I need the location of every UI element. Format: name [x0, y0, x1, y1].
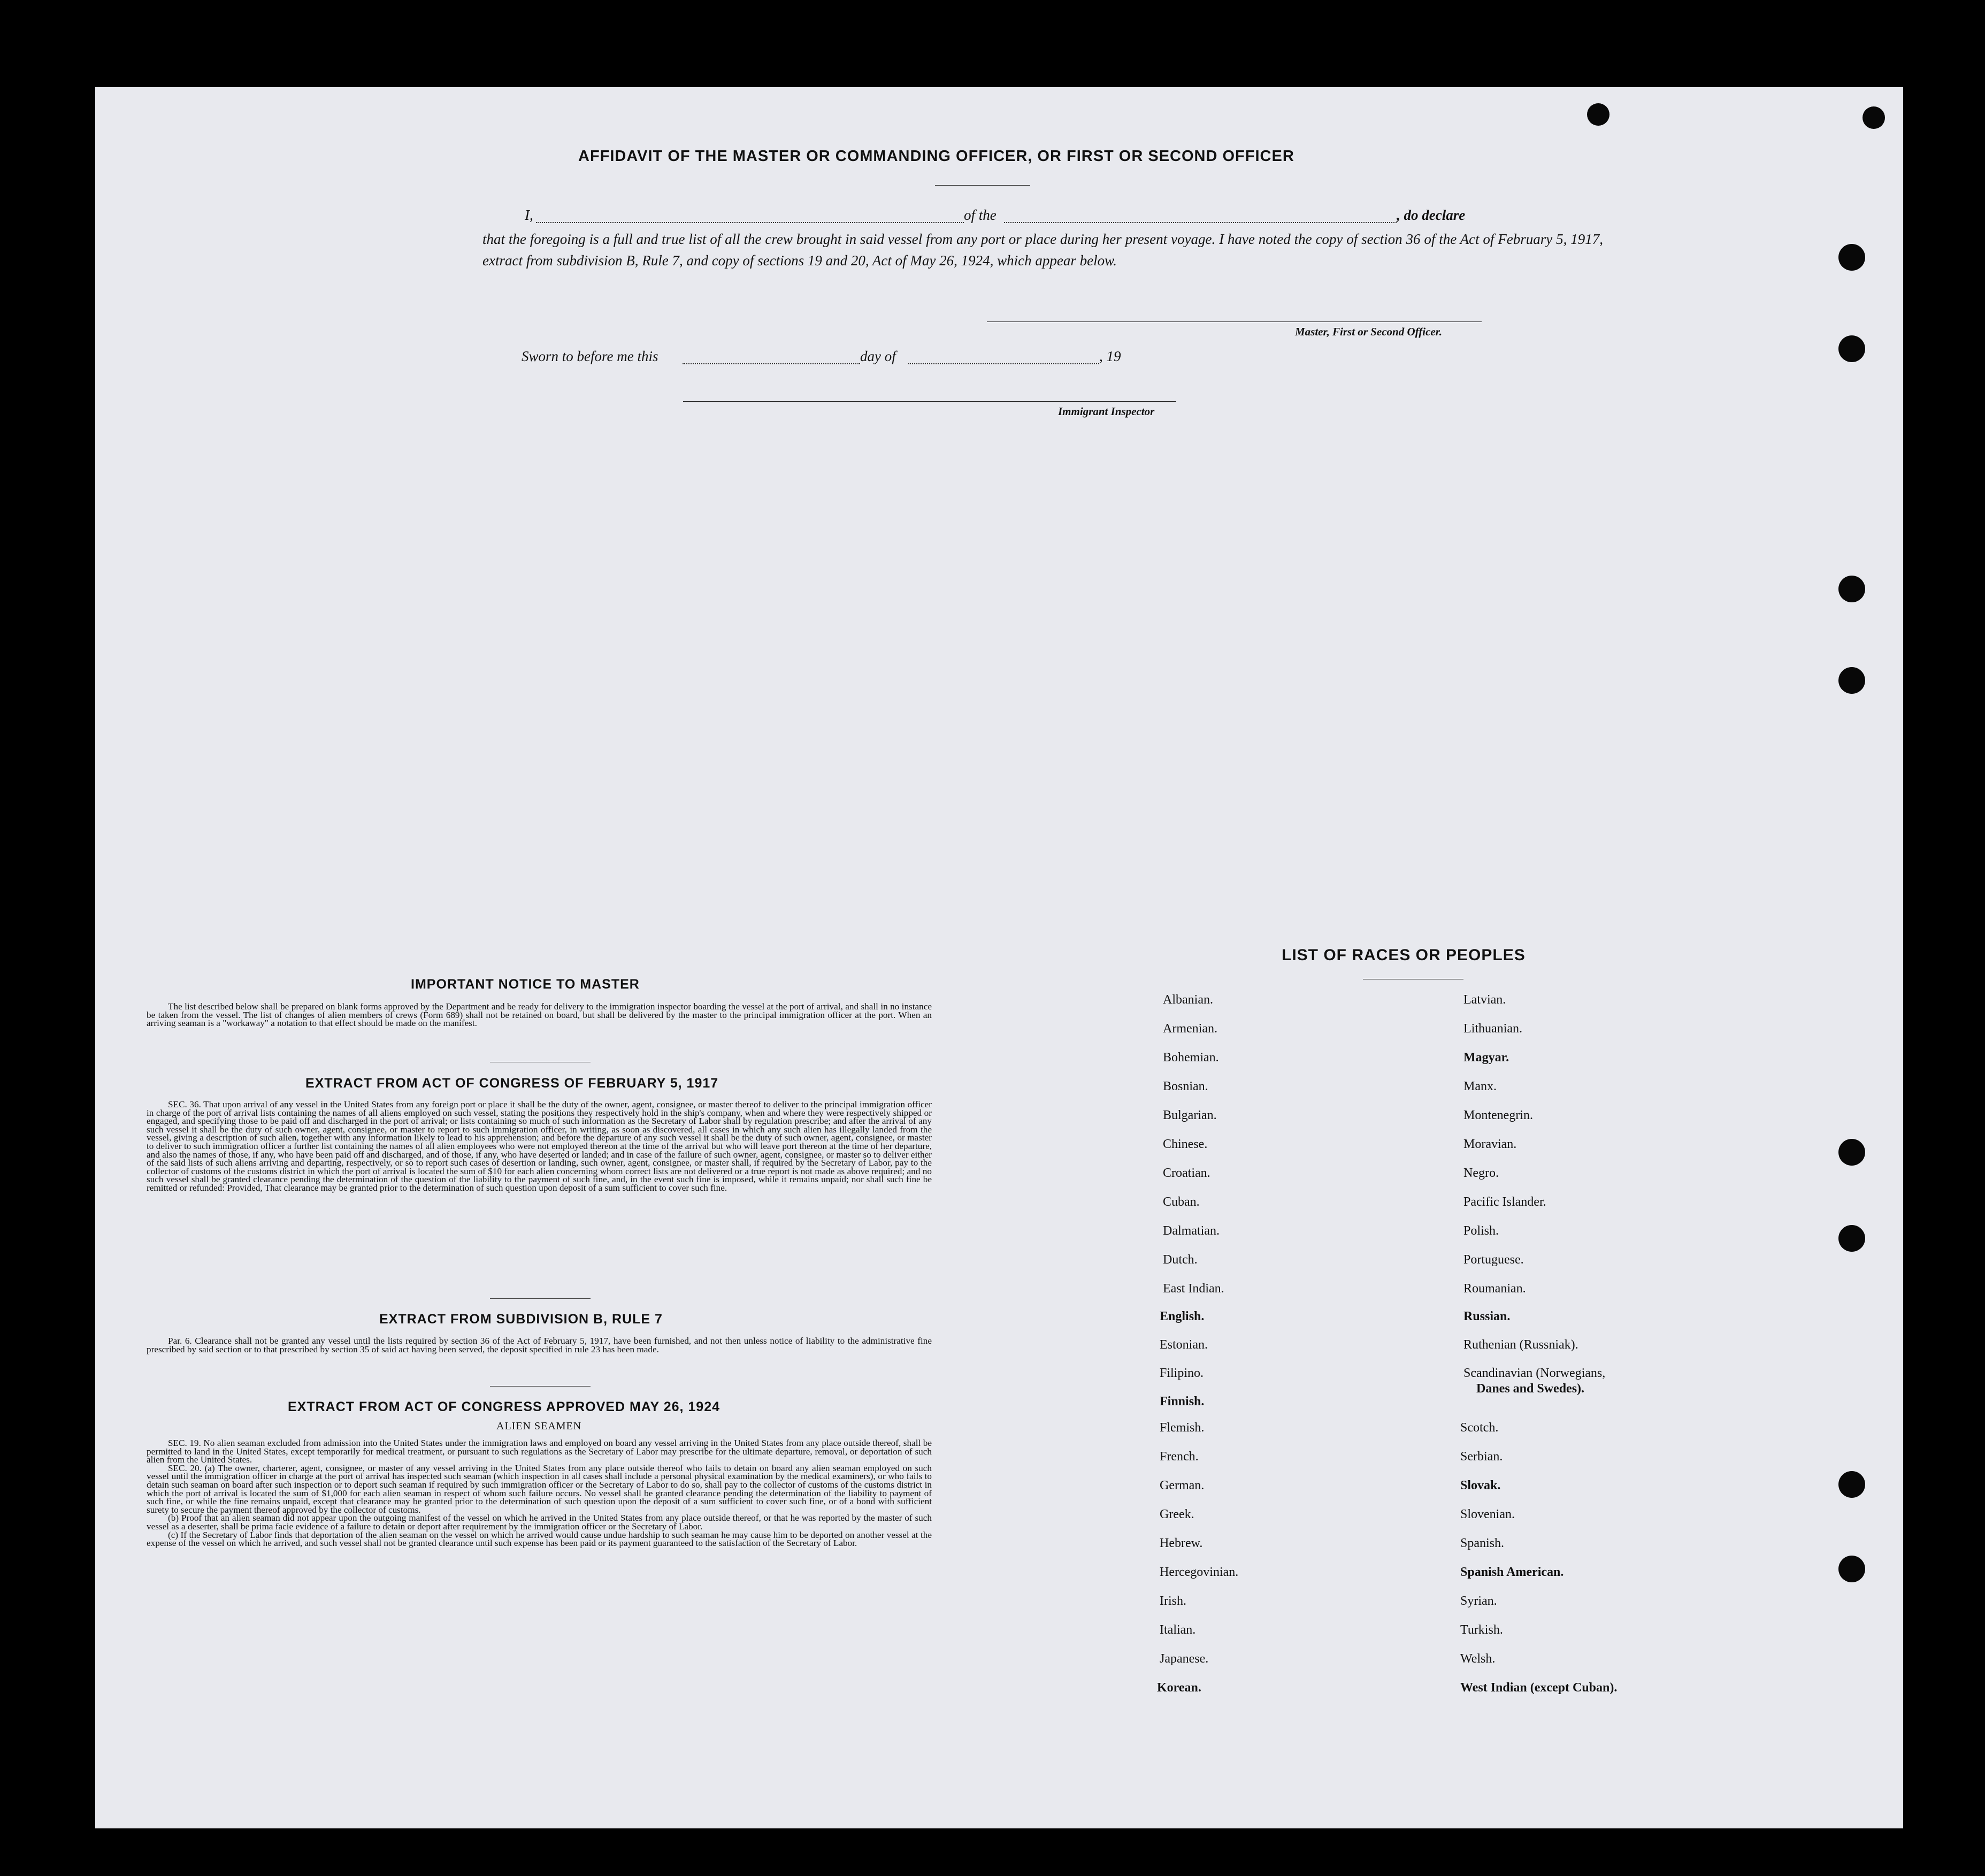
extract-1917-text: [147, 1100, 932, 1192]
punch-hole: [1838, 1139, 1865, 1166]
race-item: Dalmatian.: [1163, 1224, 1220, 1238]
race-item: Serbian.: [1460, 1450, 1503, 1464]
race-item: Russian.: [1463, 1310, 1511, 1323]
race-item: Hebrew.: [1160, 1536, 1203, 1550]
sworn-day-line[interactable]: [683, 363, 860, 364]
inspector-label: Immigrant Inspector: [1058, 405, 1155, 418]
sec20b-paragraph: (b) Proof that an alien seaman did not appear upon the outgoing manifest of the vessel on which he arrived in the United States from any place outside thereof, or that he was reported by the master of such vessel as a deserter, shall be prima facie evidence of a failure to detain or deport after requirement by the immigration officer or the Secretary of Labor.: [147, 1513, 932, 1532]
race-item: Welsh.: [1460, 1652, 1496, 1666]
race-item: Scotch.: [1460, 1421, 1499, 1435]
race-item: Turkish.: [1460, 1623, 1503, 1637]
inspector-signature-line[interactable]: [683, 401, 1176, 402]
sec19-paragraph: SEC. 19. No alien seaman excluded from admission into the United States under the immigration laws and employed on board any vessel arriving in the United States from any place outside thereof, shall be permitted to land in the United States, except temporarily for medical treatment, or pursuant to such regulations as the Secretary of Labor may prescribe for the ultimate departure, removal, or deportation of such alien from the United States.: [147, 1438, 932, 1465]
vessel-name-line[interactable]: [1004, 222, 1397, 223]
punch-hole: [1838, 667, 1865, 694]
race-item: Negro.: [1463, 1166, 1499, 1180]
race-item: English.: [1160, 1310, 1205, 1323]
race-item: Slovak.: [1460, 1479, 1501, 1492]
race-item: Scandinavian (Norwegians,: [1463, 1366, 1606, 1380]
race-item: Estonian.: [1160, 1338, 1208, 1352]
race-item: German.: [1160, 1479, 1205, 1492]
signature-label: Master, First or Second Officer.: [1295, 325, 1442, 338]
race-item: Irish.: [1160, 1594, 1186, 1608]
signature-line[interactable]: [987, 321, 1482, 322]
race-item: Portuguese.: [1463, 1253, 1524, 1267]
sworn-month-line[interactable]: [908, 363, 1099, 364]
extract-1924-text: [147, 1439, 932, 1548]
race-item: Moravian.: [1463, 1137, 1517, 1151]
race-item: Lithuanian.: [1463, 1022, 1522, 1036]
of-the-label: of the: [964, 207, 997, 223]
punch-hole: [1838, 1556, 1865, 1582]
race-item: Chinese.: [1163, 1137, 1208, 1151]
affiant-name-line[interactable]: [536, 222, 964, 223]
alien-seamen-subtitle: ALIEN SEAMEN: [496, 1420, 582, 1432]
race-item: Italian.: [1160, 1623, 1196, 1637]
declare-label: , do declare: [1397, 207, 1466, 223]
race-item: Bosnian.: [1163, 1079, 1208, 1093]
race-item: Montenegrin.: [1463, 1108, 1533, 1122]
par6-paragraph: Par. 6. Clearance shall not be granted any vessel until the lists required by section 36 of the Act of February 5, 1917, have been furnished, and not then unless notice of liability to the administrative fine prescribed by said section or to that prescribed by section 35 of said act having been served, the deposit specified in rule 23 has been made.: [147, 1336, 932, 1354]
title-underline: [935, 185, 1030, 186]
race-item: Finnish.: [1160, 1395, 1205, 1408]
race-item: Manx.: [1463, 1079, 1497, 1093]
punch-hole: [1838, 244, 1865, 271]
race-item: Hercegovinian.: [1160, 1565, 1239, 1579]
punch-hole: [1838, 335, 1865, 362]
race-item: Dutch.: [1163, 1253, 1198, 1267]
race-item: Slovenian.: [1460, 1507, 1515, 1521]
race-item: East Indian.: [1163, 1282, 1224, 1296]
punch-hole: [1838, 1471, 1865, 1498]
affidavit-title: AFFIDAVIT OF THE MASTER OR COMMANDING OFFICER, OR FIRST OR SECOND OFFICER: [578, 148, 1294, 165]
sec36-paragraph: SEC. 36. That upon arrival of any vessel in the United States from any foreign port or place it shall be the duty of the owner, agent, consignee, or master thereof to deliver to the principal immigration officer in charge of the port of arrival lists containing the names of all aliens employed on such vessel, stating the positions they respectively hold in the ship's company, when and where they were respectively shipped or engaged, and specifying those to be paid off and discharged in the port of arrival; or lists containing so much of such information as the Secretary of Labor shall by regulation prescribe; and after the arrival of any such vessel it shall be the duty of such owner, agent, consignee, or master to report to such immigration officer, in writing, as soon as discovered, all cases in which any such alien has illegally landed from the vessel, giving a description of such alien, together with any information likely to lead to his apprehension; and before the departure of any such vessel it shall be the duty of such owner, agent, consignee, or master to deliver to such immigration officer a further list containing the names of all alien employees who were not employed thereon at the time of the arrival but who will leave port thereon at the time of her departure, and also the names of those, if any, who have been paid off and discharged, and of those, if any, who have deserted or landed; and in case of the failure of such owner, agent, consignee, or master so to deliver either of the said lists of such aliens arriving and departing, respectively, or so to report such cases of desertion or landing, such owner, agent, consignee, or master shall, if required by the Secretary of Labor, pay to the collector of customs of the customs district in which the port of arrival is located the sum of $10 for each alien concerning whom correct lists are not delivered or a true report is not made as above required; and no such vessel shall be granted clearance pending the determination of the question of the liability to the payment of such fine, and, in the event such fine is imposed, while it remains unpaid; nor shall such fine be remitted or refunded: Provided, That clearance may be granted prior to the determination of such question upon deposit of a sum sufficient to cover such fine.: [147, 1099, 932, 1193]
race-item: Croatian.: [1163, 1166, 1210, 1180]
punch-hole: [1838, 576, 1865, 602]
punch-hole: [1863, 106, 1885, 129]
affidavit-body: that the foregoing is a full and true list of all the crew brought in said vessel from any port or place during her present voyage. I have noted the copy of section 36 of the Act of February 5, 1917, extract from subdivision B, Rule 7, and copy of sections 19 and 20, Act of May 26, 1924, which appear below.: [482, 231, 1603, 269]
punch-hole: [1587, 103, 1610, 126]
race-item: Flemish.: [1160, 1421, 1205, 1435]
day-of-label: day of: [860, 348, 896, 364]
race-item: Spanish American.: [1460, 1565, 1564, 1579]
sworn-label: Sworn to before me this: [522, 348, 658, 364]
race-item: Ruthenian (Russniak).: [1463, 1338, 1578, 1352]
race-item: Albanian.: [1163, 993, 1213, 1007]
divider: [490, 1298, 591, 1299]
affiant-prefix: I,: [525, 207, 533, 223]
rule7-title: EXTRACT FROM SUBDIVISION B, RULE 7: [379, 1312, 663, 1327]
rule7-text: [147, 1337, 932, 1353]
extract-1924-title: EXTRACT FROM ACT OF CONGRESS APPROVED MAY 26, 1924: [288, 1399, 721, 1414]
race-item: Cuban.: [1163, 1195, 1200, 1209]
race-item: Polish.: [1463, 1224, 1499, 1238]
race-item: Pacific Islander.: [1463, 1195, 1546, 1209]
race-item: Greek.: [1160, 1507, 1194, 1521]
race-item: Korean.: [1157, 1681, 1201, 1695]
race-item: Bohemian.: [1163, 1051, 1219, 1065]
race-item: Japanese.: [1160, 1652, 1209, 1666]
notice-title: IMPORTANT NOTICE TO MASTER: [411, 977, 640, 992]
race-item: Filipino.: [1160, 1366, 1204, 1380]
form-sheet: [95, 87, 1903, 1828]
notice-paragraph: The list described below shall be prepared on blank forms approved by the Department and be ready for delivery to the immigration inspector boarding the vessel at the port of arrival, and shall in no instance be taken from the vessel. The list of changes of alien members of crews (Form 689) shall not be retained on board, but shall be delivered by the master to the principal immigration officer at the port. When an arriving seaman is a "workaway" a notation to that effect should be made on the manifest.: [147, 1001, 932, 1029]
race-item: Syrian.: [1460, 1594, 1497, 1608]
punch-hole: [1838, 1225, 1865, 1252]
race-item: Bulgarian.: [1163, 1108, 1217, 1122]
extract-1917-title: EXTRACT FROM ACT OF CONGRESS OF FEBRUARY 5, 1917: [305, 1076, 719, 1091]
race-item: French.: [1160, 1450, 1199, 1464]
race-item: Latvian.: [1463, 993, 1506, 1007]
race-item: Roumanian.: [1463, 1282, 1526, 1296]
race-item: Armenian.: [1163, 1022, 1217, 1036]
sec20a-paragraph: SEC. 20. (a) The owner, charterer, agent, consignee, or master of any vessel arriving in the United States from any place outside thereof who fails to detain on board any alien seaman employed on such vessel until the immigration officer in charge at the port of arrival has inspected such seaman (which inspection in all cases shall include a personal physical examination by the medical examiners), or who fails to detain such seaman on board after such inspection or to deport such seaman if required by such immigration officer or the Secretary of Labor to do so, shall pay to the collector of customs of the customs district in which the port of arrival is located the sum of $1,000 for each alien seaman in respect of whom such failure occurs. No vessel shall be granted clearance pending the determination of the liability to payment of such fine, or while the fine remains unpaid, except that clearance may be granted prior to the determination of such question upon the deposit of a sum sufficient to cover such fine, or of a bond with sufficient surety to secure the payment thereof approved by the collector of customs.: [147, 1462, 932, 1515]
race-item: Danes and Swedes).: [1476, 1382, 1585, 1396]
race-item: Spanish.: [1460, 1536, 1505, 1550]
divider: [490, 1386, 591, 1387]
notice-text: [147, 1002, 932, 1028]
year-label: , 19: [1099, 348, 1121, 364]
race-item: Magyar.: [1463, 1051, 1509, 1065]
sec20c-paragraph: (c) If the Secretary of Labor finds that deportation of the alien seaman on the vessel on which he arrived would cause undue hardship to such seaman he may cause him to be deported on another vessel at the expense of the vessel on which he arrived, and such vessel shall not be granted clearance until such expense has been paid or its payment guaranteed to the satisfaction of the Secretary of Labor.: [147, 1529, 932, 1549]
race-item: West Indian (except Cuban).: [1460, 1681, 1618, 1695]
races-title: LIST OF RACES OR PEOPLES: [1282, 946, 1526, 964]
